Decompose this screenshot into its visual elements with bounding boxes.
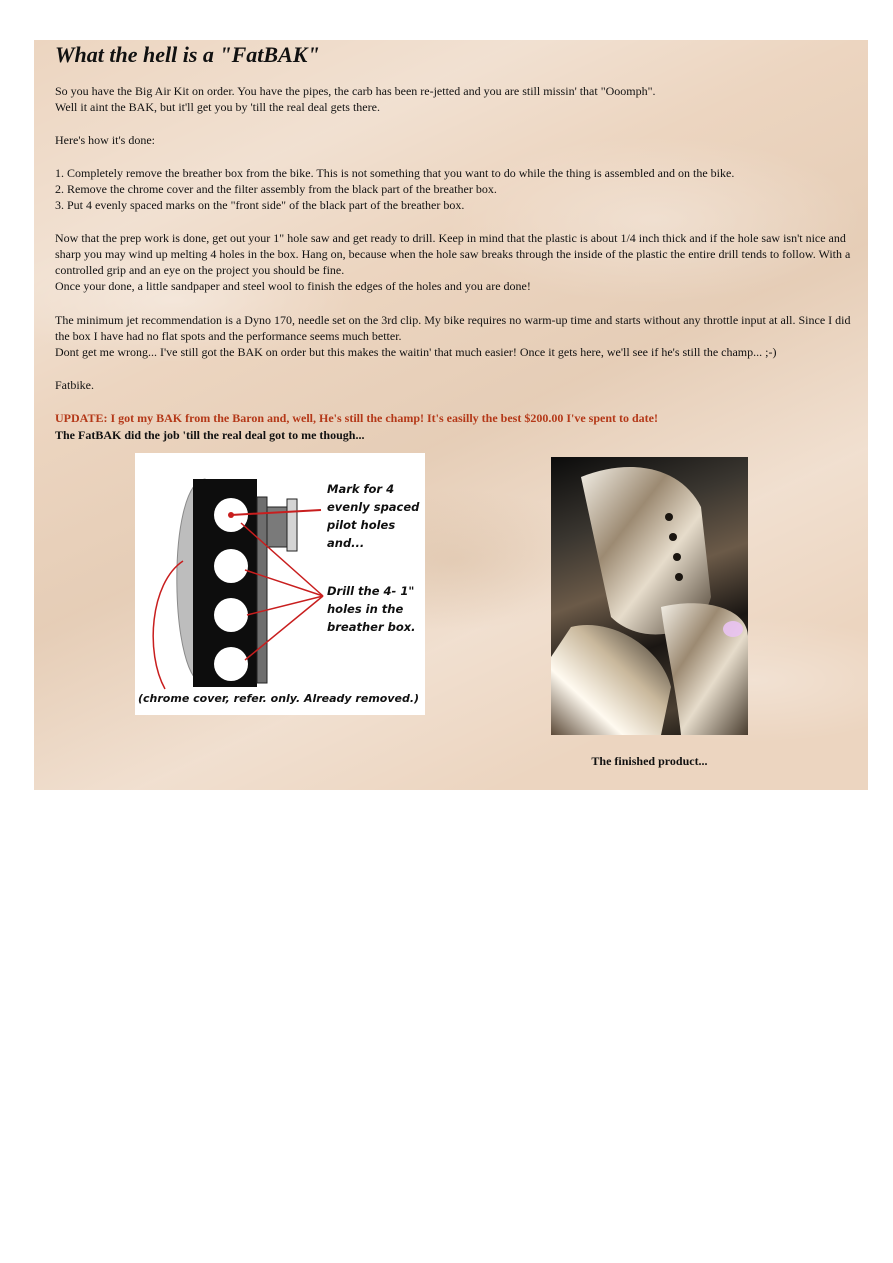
mark-label-line-4: and... (327, 536, 365, 550)
photo-pipe-left (551, 625, 671, 735)
step-3: 3. Put 4 evenly spaced marks on the "front side" of the black part of the breather box. (55, 198, 465, 212)
photo-caption: The finished product... (591, 754, 708, 768)
intro-line-2: Well it aint the BAK, but it'll get you by 'till the real deal gets there. (55, 100, 380, 114)
drill-label-line-2: holes in the (327, 602, 404, 616)
diagram-svg (135, 453, 425, 715)
hole-2 (214, 549, 248, 583)
box-side-bar (257, 497, 267, 683)
hole-3 (214, 598, 248, 632)
breather-box-diagram (135, 453, 425, 715)
intro-line-1: So you have the Big Air Kit on order. You have the pipes, the carb has been re-jetted and you are still missin' that "Ooomph". (55, 84, 656, 98)
photo-hole-1 (665, 513, 673, 521)
photo-hole-2 (669, 533, 677, 541)
howto-heading: Here's how it's done: (55, 133, 155, 147)
update-notice: UPDATE: I got my BAK from the Baron and, well, He's still the champ! It's easilly the best $200.00 I've spent to date! (55, 411, 658, 425)
mark-label-line-1: Mark for 4 (327, 482, 395, 496)
mark-label-line-2: evenly spaced (327, 500, 420, 514)
mark-label-line-3: pilot holes (327, 518, 396, 532)
photo-glare (723, 621, 743, 637)
hole-4 (214, 647, 248, 681)
drill-paragraph: Now that the prep work is done, get out your 1" hole saw and get ready to drill. Keep in mind that the plastic is about 1/4 inch thick and if the hole saw isn't nice and sharp you may wind up melting 4 holes in the box. Hang on, because when the hole saw breaks through the inside of the plastic the entire drill tends to follow. With a controlled grip and an eye on the project you should be fine. (55, 231, 851, 277)
photo-hole-3 (673, 553, 681, 561)
step-2: 2. Remove the chrome cover and the filter assembly from the black part of the breather box. (55, 182, 497, 196)
photo-hole-4 (675, 573, 683, 581)
wait-paragraph: Dont get me wrong... I've still got the BAK on order but this makes the waitin' that much easier! Once it gets here, we'll see if he's still the champ... ;-) (55, 345, 777, 359)
update-follow: The FatBAK did the job 'till the real deal got to me though... (55, 428, 365, 442)
article-page (34, 40, 868, 790)
finish-paragraph: Once your done, a little sandpaper and steel wool to finish the edges of the holes and you are done! (55, 279, 531, 293)
photo-svg (551, 457, 748, 735)
cover-label: (chrome cover, refer. only. Already removed.) (138, 692, 420, 705)
drill-label-line-1: Drill the 4- 1" (327, 584, 415, 598)
jet-paragraph: The minimum jet recommendation is a Dyno 170, needle set on the 3rd clip. My bike requires no warm-up time and starts without any throttle input at all. Since I did the box I have had no flat spots and the performance seems much better. (55, 313, 851, 343)
page-title: What the hell is a "FatBAK" (55, 42, 320, 67)
signature: Fatbike. (55, 378, 94, 392)
finished-product-photo (551, 457, 748, 735)
box-tab (287, 499, 297, 551)
drill-label-line-3: breather box. (327, 620, 416, 634)
step-1: 1. Completely remove the breather box from the bike. This is not something that you want to do while the thing is assembled and on the bike. (55, 166, 735, 180)
